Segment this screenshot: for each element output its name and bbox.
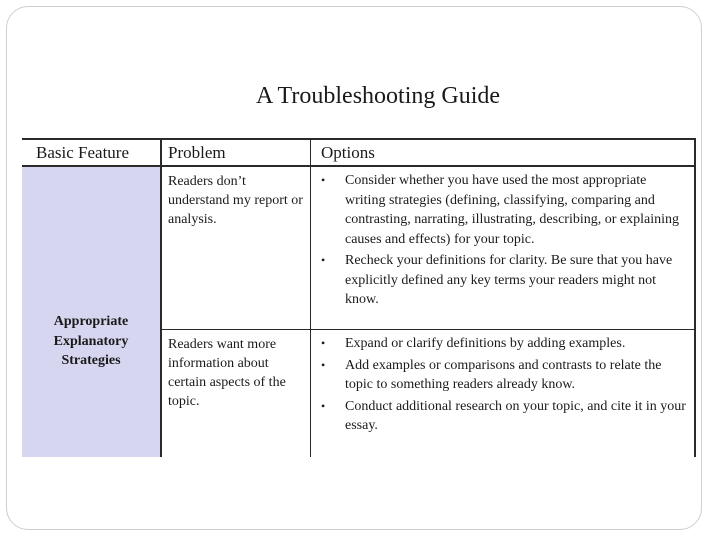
column-rule-1 xyxy=(160,138,162,457)
problem-cell: Readers want more information about certain aspects of the topic. xyxy=(168,337,286,409)
feature-label-line: Strategies xyxy=(61,353,121,368)
option-item xyxy=(318,251,690,310)
feature-label-line: Explanatory xyxy=(53,333,129,349)
header-basic-feature: Basic Feature xyxy=(36,143,129,162)
bullet-icon: • xyxy=(321,398,326,413)
bullet-icon: • xyxy=(321,173,326,187)
option-text: Recheck your definitions for clarity. Be sure that you have explicitly defined any key terms your readers might not know. xyxy=(345,253,673,307)
row-divider-rule xyxy=(160,329,696,330)
option-text: Add examples or comparisons and contrasts to relate the topic to something readers already know. xyxy=(345,357,662,392)
option-item xyxy=(318,397,690,436)
header-bottom-rule xyxy=(22,165,696,167)
option-item xyxy=(318,334,690,354)
header-problem: Problem xyxy=(168,143,226,162)
bullet-icon: • xyxy=(321,253,326,267)
option-item xyxy=(318,171,690,249)
options-list xyxy=(318,171,690,312)
bullet-icon: • xyxy=(321,357,326,372)
options-list xyxy=(318,334,690,438)
problem-cell: Readers don’t understand my report or analysis. xyxy=(168,174,303,227)
feature-label-line: Appropriate xyxy=(53,314,129,329)
option-text: Consider whether you have used the most appropriate writing strategies (defining, classifying, comparing and contrasting, narrating, illustrating, describing, or explaining causes and effects) for your topic. xyxy=(345,173,679,247)
page-title: A Troubleshooting Guide xyxy=(255,83,501,109)
option-item xyxy=(318,356,690,395)
feature-cell xyxy=(22,166,160,457)
option-text: Conduct additional research on your topic, and cite it in your essay. xyxy=(345,398,686,433)
bullet-icon: • xyxy=(321,336,326,350)
option-text: Expand or clarify definitions by adding examples. xyxy=(345,336,626,351)
column-rule-2 xyxy=(310,138,311,457)
feature-label xyxy=(22,312,160,371)
header-top-rule xyxy=(22,138,696,140)
table-right-rule xyxy=(694,138,696,457)
header-options: Options xyxy=(321,143,375,162)
troubleshooting-table xyxy=(22,138,696,457)
